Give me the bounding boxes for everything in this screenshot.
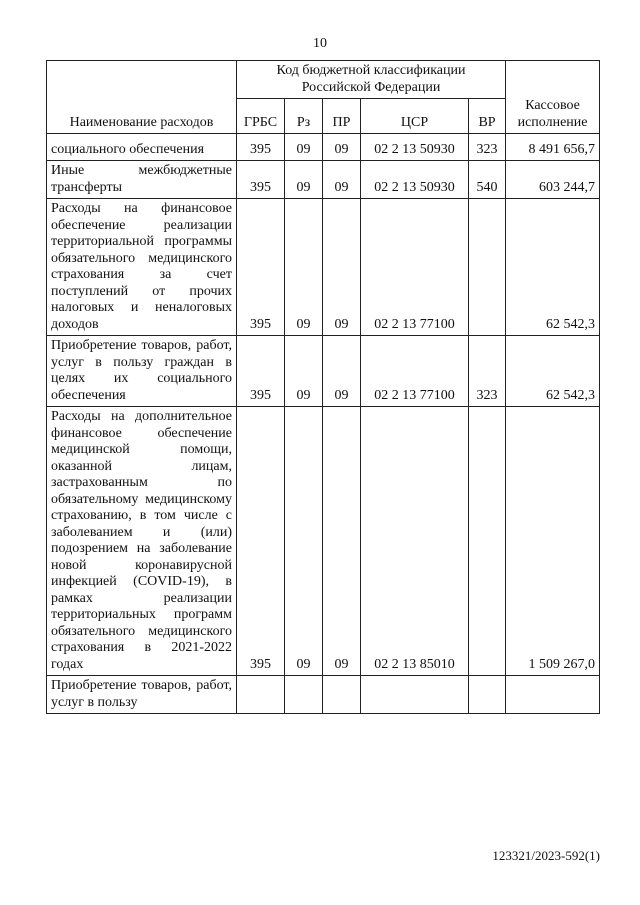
grbs-code: 395: [237, 134, 285, 161]
vr-code: 323: [469, 134, 506, 161]
expense-name: социального обеспечения: [47, 134, 237, 161]
document-number: 123321/2023-592(1): [492, 848, 600, 863]
pr-code: 09: [323, 134, 361, 161]
header-rz: Рз: [285, 99, 323, 134]
csr-code: 02 2 13 50930: [361, 134, 469, 161]
grbs-code: 395: [237, 407, 285, 676]
expense-name: Приобретение товаров, работ, услуг в пользу граждан в целях их социального обеспечения: [47, 336, 237, 407]
cash-amount: 1 509 267,0: [506, 407, 600, 676]
header-pr: ПР: [323, 99, 361, 134]
cash-amount: 62 542,3: [506, 336, 600, 407]
rz-code: 09: [285, 336, 323, 407]
header-vr: ВР: [469, 99, 506, 134]
rz-code: 09: [285, 134, 323, 161]
grbs-code: 395: [237, 336, 285, 407]
table-row: [47, 134, 600, 161]
pr-code: [323, 676, 361, 714]
cash-amount: [506, 676, 600, 714]
table-row: [47, 199, 600, 336]
pr-code: 09: [323, 199, 361, 336]
expense-name: Приобретение товаров, работ, услуг в пользу: [47, 676, 237, 714]
cash-amount: 8 491 656,7: [506, 134, 600, 161]
csr-code: 02 2 13 77100: [361, 199, 469, 336]
rz-code: 09: [285, 199, 323, 336]
table-row: [47, 676, 600, 714]
rz-code: [285, 676, 323, 714]
vr-code: 323: [469, 336, 506, 407]
grbs-code: 395: [237, 199, 285, 336]
header-cash-execution: Кассовое исполнение: [506, 61, 600, 134]
header-csr: ЦСР: [361, 99, 469, 134]
grbs-code: [237, 676, 285, 714]
csr-code: 02 2 13 77100: [361, 336, 469, 407]
header-expense-name: Наименование расходов: [47, 61, 237, 134]
header-budget-classification: Код бюджетной классификации Российской Федерации: [237, 61, 506, 99]
header-grbs: ГРБС: [237, 99, 285, 134]
grbs-code: 395: [237, 161, 285, 199]
vr-code: 540: [469, 161, 506, 199]
expenditure-table: [46, 60, 600, 714]
vr-code: [469, 676, 506, 714]
rz-code: 09: [285, 161, 323, 199]
vr-code: [469, 199, 506, 336]
table-row: [47, 336, 600, 407]
csr-code: [361, 676, 469, 714]
csr-code: 02 2 13 50930: [361, 161, 469, 199]
vr-code: [469, 407, 506, 676]
pr-code: 09: [323, 407, 361, 676]
page-number: 10: [313, 36, 327, 51]
rz-code: 09: [285, 407, 323, 676]
pr-code: 09: [323, 161, 361, 199]
cash-amount: 603 244,7: [506, 161, 600, 199]
pr-code: 09: [323, 336, 361, 407]
cash-amount: 62 542,3: [506, 199, 600, 336]
expense-name: Расходы на финансовое обеспечение реализации территориальной программы обязательного медицинского страхования за счет поступлений от прочих налоговых и неналоговых доходов: [47, 199, 237, 336]
table-row: [47, 161, 600, 199]
expense-name: Расходы на дополнительное финансовое обеспечение медицинской помощи, оказанной лицам, застрахованным по обязательному медицинскому страхованию, в том числе с заболеванием и (или) подозрением на заболевание новой коронавирусной инфекцией (COVID-19), в рамках реализации территориальных программ обязательного медицинского страхования в 2021-2022 годах: [47, 407, 237, 676]
csr-code: 02 2 13 85010: [361, 407, 469, 676]
table-row: [47, 407, 600, 676]
expense-name: Иные межбюджетные трансферты: [47, 161, 237, 199]
